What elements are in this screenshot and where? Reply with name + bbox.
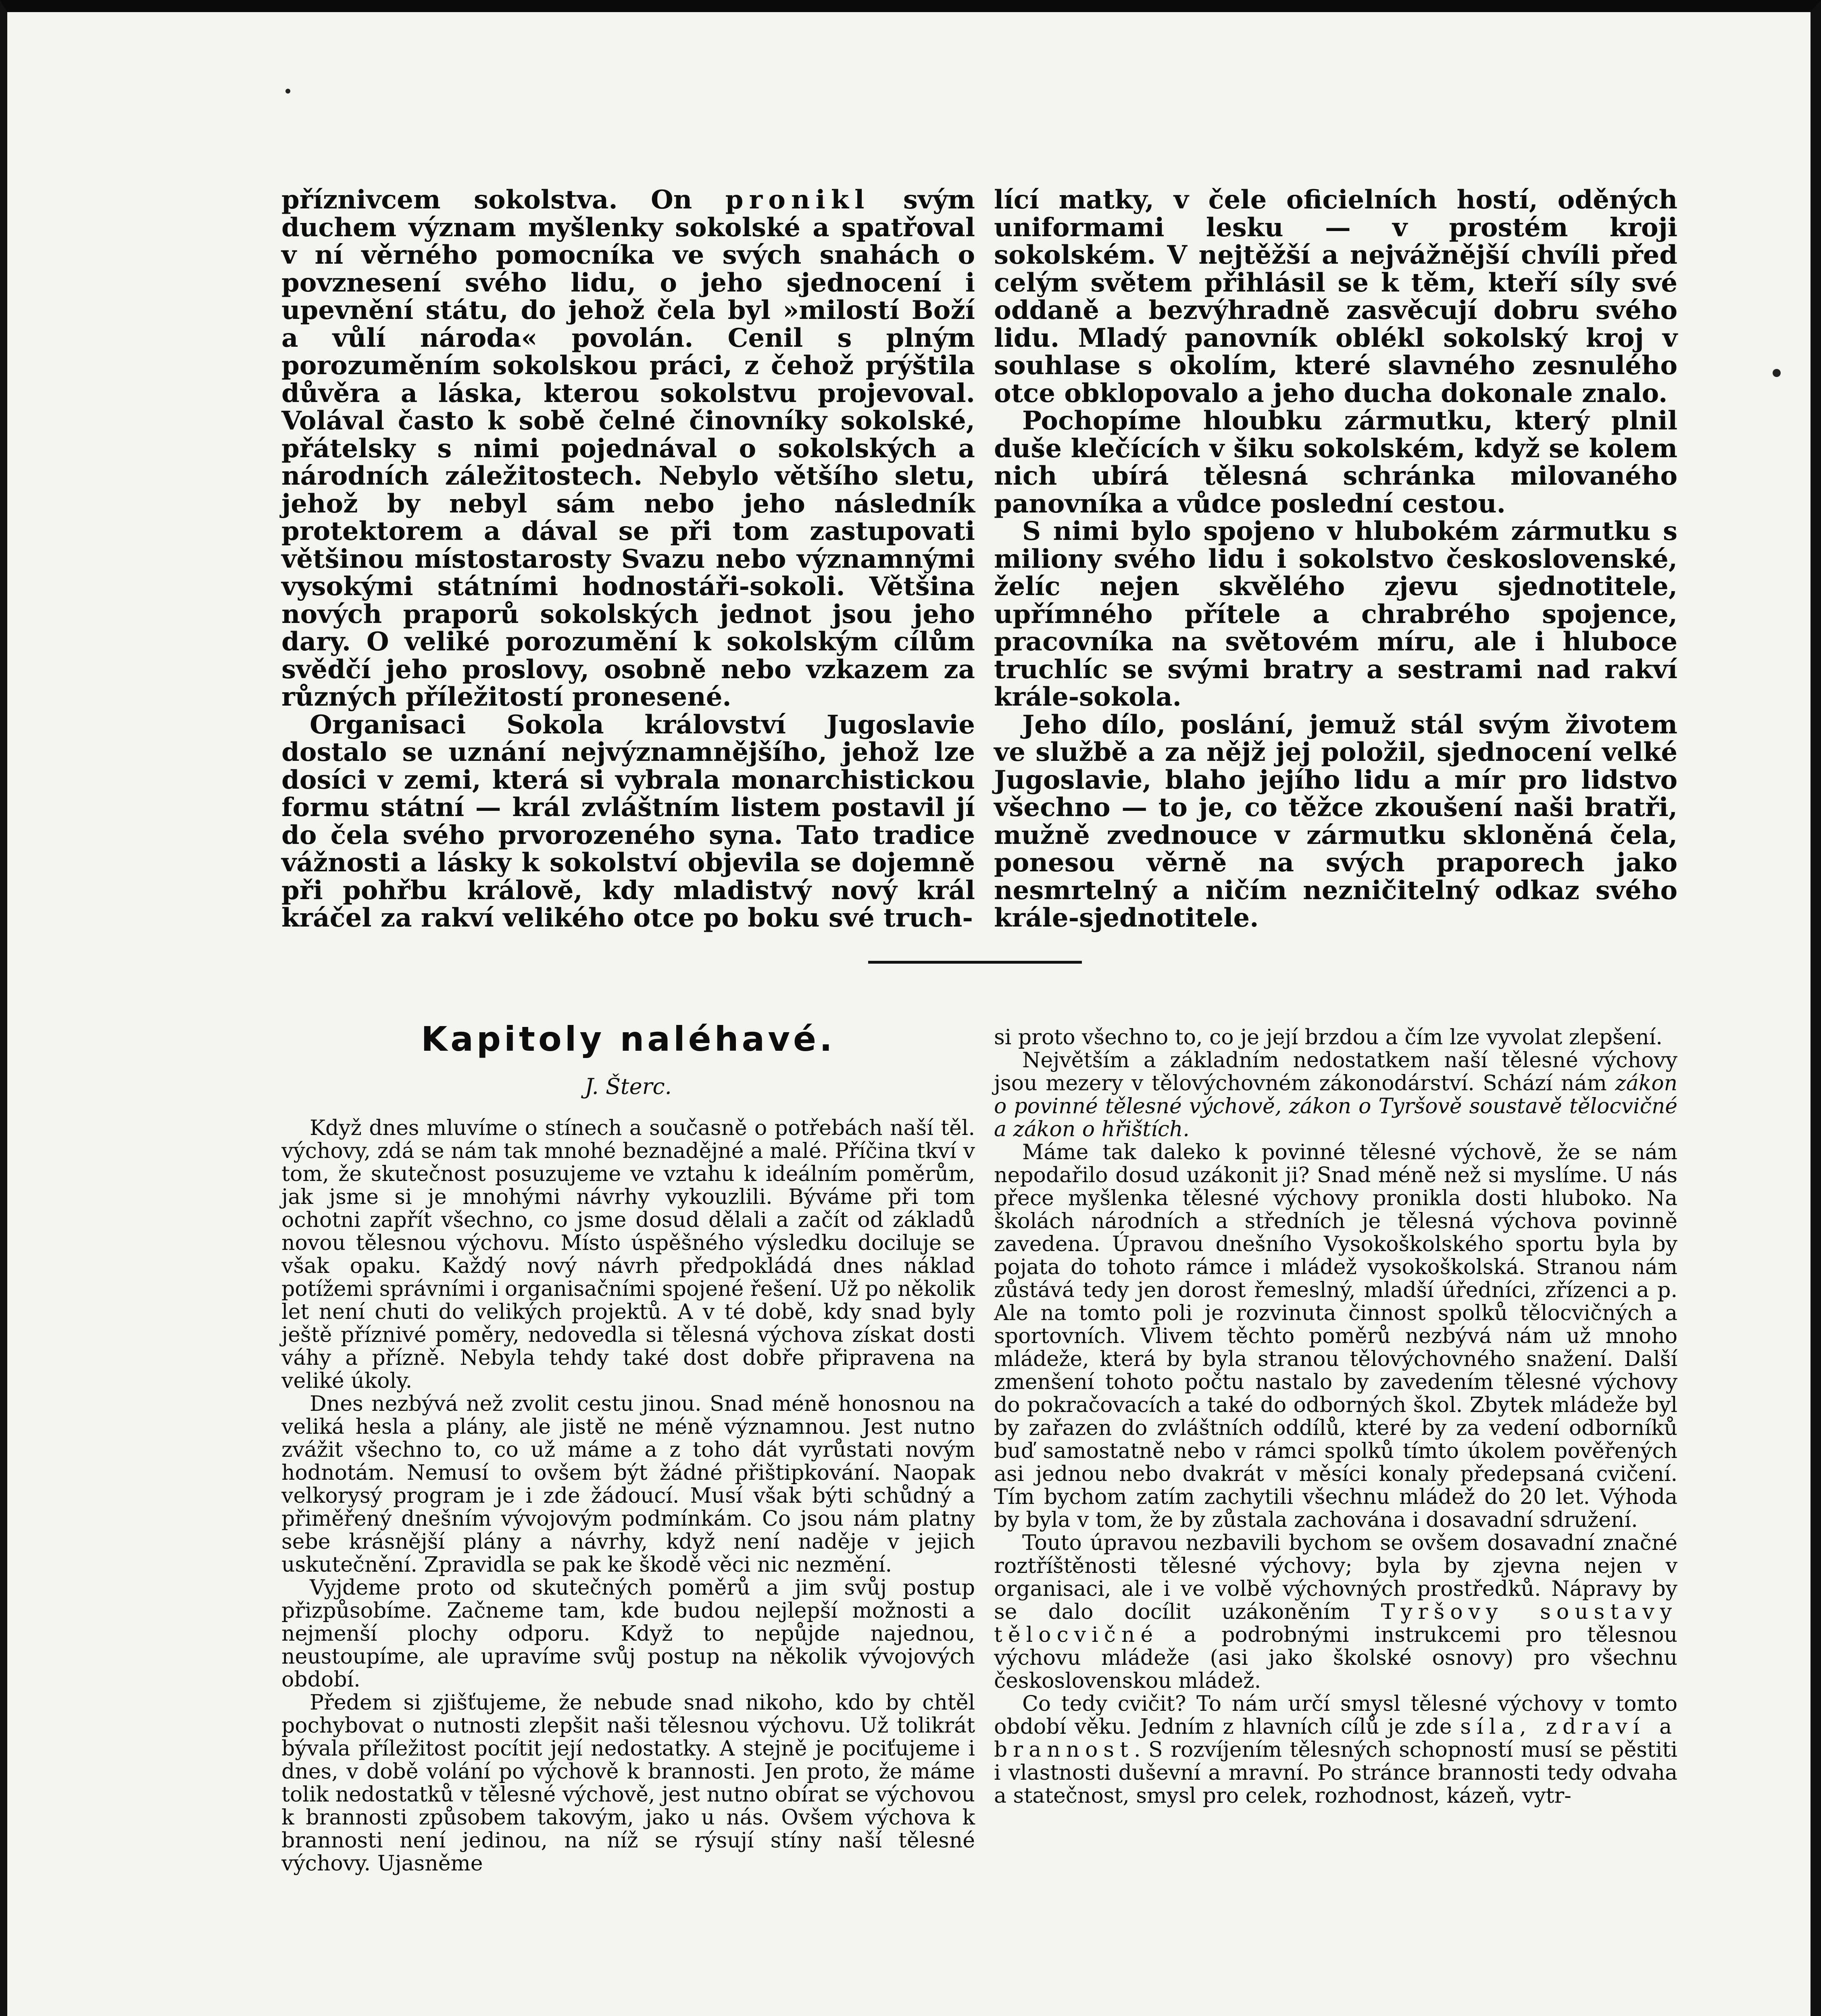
italic-emphasis: zákon o povinné tělesné výchově, zákon o Tyršově soustavě tělocvičné a zákon o hřištích. xyxy=(994,1071,1677,1141)
paragraph-text: příznivcem sokolstva. On xyxy=(281,185,725,215)
paragraph xyxy=(994,186,1677,407)
paragraph-text: Máme tak daleko k povinné tělesné výchově, že se nám nepodařilo dosud uzákonit ji? Snad méně než si myslíme. U nás přece myšlenka tělesné výchovy pronikla dosti hluboko. Na školách národních a středních je tělesná výchova povinně zavedena. Úpravou dnešního Vysokoškolského sportu byla by pojata do tohoto rámce i mládež vysokoškolská. Stranou nám zůstává tedy jen dorost řemeslný, mladší úředníci, zřízenci a p. Ale na tomto poli je rozvinuta činnost spolků tělocvičných a sportovních. Vlivem těchto poměrů nezbývá nám už mnoho mládeže, která by byla stranou tělovýchovného snažení. Další zmenšení tohoto počtu nastalo by zavedením tělesné výchovy do pokračovacích a také do odborných škol. Zbytek mládeže byl by zařazen do zvláštních oddílů, které by za vedení odborníků buď samostatně nebo v rámci spolků tímto úkolem pověřených asi jednou nebo dvakrát v měsíci konaly předepsaná cvičení. Tím bychom zatím zachytili všechnu mládež do 20 let. Výhoda by byla v tom, že by zůstala zachována i dosavadní sdružení. xyxy=(994,1140,1677,1532)
spaced-emphasis: síla, zdraví a brannost xyxy=(994,1715,1678,1762)
spaced-emphasis: pronikl xyxy=(725,185,870,215)
paragraph-text: lící matky, v čele oficielních hostí, oděných uniformami lesku — v prostém kroji sokolském. V nejtěžší a nejvážnější chvíli před celým světem přihlásil se k těm, kteří síly své oddaně a bezvýhradně zasvěcují dobru svého lidu. Mladý panovník oblékl sokolský kroj v souhlase s okolím, které slavného zesnulého otce obklopovalo a jeho ducha dokonale znalo. xyxy=(994,185,1677,408)
paragraph xyxy=(994,1026,1677,1049)
paragraph xyxy=(994,407,1677,518)
paragraph xyxy=(994,1141,1677,1532)
article-title: Kapitoly naléhavé. xyxy=(421,1019,835,1059)
article-author: J. Šterc. xyxy=(585,1074,672,1099)
paragraph-text: Co tedy cvičit? To nám určí smysl tělesné výchovy v tomto období věku. Jedním z hlavních cílů je zde xyxy=(994,1692,1677,1739)
paragraph-text: Dnes nezbývá než zvolit cestu jinou. Snad méně honosnou na veliká hesla a plány, ale jistě ne méně významnou. Jest nutno zvážit všechno to, co už máme a z toho dát vyrůstati novým hodnotám. Nemusí to ovšem být žádné přištipkování. Naopak velkorysý program je i zde žádoucí. Musí však býti schůdný a přiměřený dnešním vývojovým podmínkám. Co jsou nám platny sebe krásnější plány a návrhy, když není naděje v jejich uskutečnění. Zpravidla se pak ke škodě věci nic nezmění. xyxy=(281,1392,975,1577)
paragraph xyxy=(994,518,1677,711)
article-left-column xyxy=(281,1117,975,1875)
paragraph xyxy=(281,1691,975,1875)
paragraph xyxy=(281,1117,975,1393)
scan-speck xyxy=(1773,369,1781,377)
paragraph-text: svým duchem význam myšlenky sokolské a spatřoval v ní věrného pomocníka ve svých snahách o povznesení svého lidu, o jeho sjednocení i upevnění státu, do jehož čela byl »milostí Boží a vůlí národa« povolán. Cenil s plným porozuměním sokolskou práci, z čehož prýštila důvěra a láska, kterou sokolstvu projevoval. Volával často k sobě čelné činovníky sokolské, přátelsky s nimi pojednával o sokolských a národních záležitostech. Nebylo většího sletu, jehož by nebyl sám nebo jeho následník protektorem a dával se při tom zastupovati většinou místostarosty Svazu nebo významnými vysokými státními hodnostáři-sokoli. Většina nových praporů sokolských jednot jsou jeho dary. O veliké porozumění k sokolským cílům svědčí jeho proslovy, osobně nebo vzkazem za různých příležitostí pronesené. xyxy=(281,185,975,712)
paragraph xyxy=(281,1393,975,1577)
paragraph xyxy=(281,186,975,711)
paragraph-text: Organisaci Sokola království Jugoslavie dostalo se uznání nejvýznamnějšího, jehož lze dosíci v zemi, která si vybrala monarchistickou formu státní — král zvláštním listem postavil jí do čela svého prvorozeného syna. Tato tradice vážnosti a lásky k sokolství objevila se dojemně při pohřbu královĕ, kdy mladistvý nový král kráčel za rakví velikého otce po boku své truch- xyxy=(281,709,975,933)
continued-text-right-column xyxy=(994,186,1677,932)
paragraph-text: Vyjdeme proto od skutečných poměrů a jim svůj postup přizpůsobíme. Začneme tam, kde budou nejlepší možnosti a nejmenší plochy odporu. Když to nepůjde najednou, neustoupíme, ale upravíme svůj postup na několik vývojových období. xyxy=(281,1576,975,1692)
paragraph xyxy=(994,1049,1677,1141)
paragraph-text: a podrobnými instrukcemi pro tělesnou výchovu mládeže (asi jako školské osnovy) pro všechnu československou mládež. xyxy=(994,1623,1677,1693)
paragraph-text: Pochopíme hloubku zármutku, který plnil duše klečících v šiku sokolském, když se kolem nich ubírá tělesná schránka milovaného panovníka a vůdce poslední cestou. xyxy=(994,406,1677,519)
paragraph-text: . S rozvíjením tělesných schopností musí se pěstiti i vlastnosti duševní a mravní. Po stránce brannosti tedy odvaha a statečnost, smysl pro celek, rozhodnost, kázeň, vytr- xyxy=(994,1738,1677,1808)
paragraph xyxy=(994,711,1677,932)
paragraph-text: si proto všechno to, co je její brzdou a čím lze vyvolat zlepšení. xyxy=(994,1025,1663,1050)
scan-speck xyxy=(285,89,290,94)
paragraph xyxy=(281,1577,975,1691)
paragraph-text: Když dnes mluvíme o stínech a současně o potřebách naší těl. výchovy, zdá se nám tak mnohé beznadějné a malé. Příčina tkví v tom, že skutečnost posuzujeme ve vztahu k ideálním poměrům, jak jsme si je mnohými návrhy vykouzlili. Býváme při tom ochotni zapřít všechno, co jsme dosud dělali a začít od základů novou tělesnou výchovu. Místo úspěšného výsledku dociluje se však opaku. Každý nový návrh předpokládá dnes náklad potížemi správními i organisačními spojené řešení. Už po několik let není chuti do velikých projektů. A v té době, kdy snad byly ještě příznivé poměry, nedovedla si tělesná výchova získat dosti váhy a přízně. Nebyla tehdy také dost dobře připravena na veliké úkoly. xyxy=(281,1116,975,1393)
paragraph xyxy=(994,1693,1677,1808)
paragraph-text: S nimi bylo spojeno v hlubokém zármutku s miliony svého lidu i sokolstvo československé, želíc nejen skvělého zjevu sjednotitele, upřímného přítele a chrabrého spojence, pracovníka na světovém míru, ale i hluboce truchlíc se svými bratry a sestrami nad rakví krále-sokola. xyxy=(994,516,1677,712)
spaced-emphasis: Tyršovy soustavy tělocvičné xyxy=(994,1600,1678,1647)
paragraph xyxy=(281,711,975,932)
article-right-column xyxy=(994,1026,1677,1808)
section-divider xyxy=(868,961,1082,964)
paragraph xyxy=(994,1532,1677,1693)
paragraph-text: Předem si zjišťujeme, že nebude snad nikoho, kdo by chtěl pochybovat o nutnosti zlepšit naši tělesnou výchovu. Už tolikrát bývala příležitost pocítit její nedostatky. A stejně je pociťujeme i dnes, v době volání po výchově k brannosti. Jen proto, že máme tolik nedostatků v tělesné výchově, jest nutno obírat se výchovou k brannosti způsobem takovým, jako u nás. Ovšem výchova k brannosti není jedinou, na níž se rýsují stíny naší tělesné výchovy. Ujasněme xyxy=(281,1691,975,1876)
continued-text-left-column xyxy=(281,186,975,932)
paragraph-text: Největším a základním nedostatkem naší tělesné výchovy jsou mezery v tělovýchovném zákonodárství. Schází nám xyxy=(994,1048,1677,1095)
paragraph-text: Touto úpravou nezbavili bychom se ovšem dosavadní značné roztříštěnosti tělesné výchovy; byla by zjevna nejen v organisaci, ale i ve volbě výchovných prostředků. Nápravy by se dalo docílit uzákoněním xyxy=(994,1531,1677,1624)
paragraph-text: Jeho dílo, poslání, jemuž stál svým životem ve službě a za nějž jej položil, sjednocení velké Jugoslavie, blaho jejího lidu a mír pro lidstvo všechno — to je, co těžce zkoušení naši bratři, mužně zvednouce v zármutku skloněná čela, ponesou věrně na svých praporech jako nesmrtelný a ničím nezničitelný odkaz svého krále-sjednotitele. xyxy=(994,709,1677,933)
